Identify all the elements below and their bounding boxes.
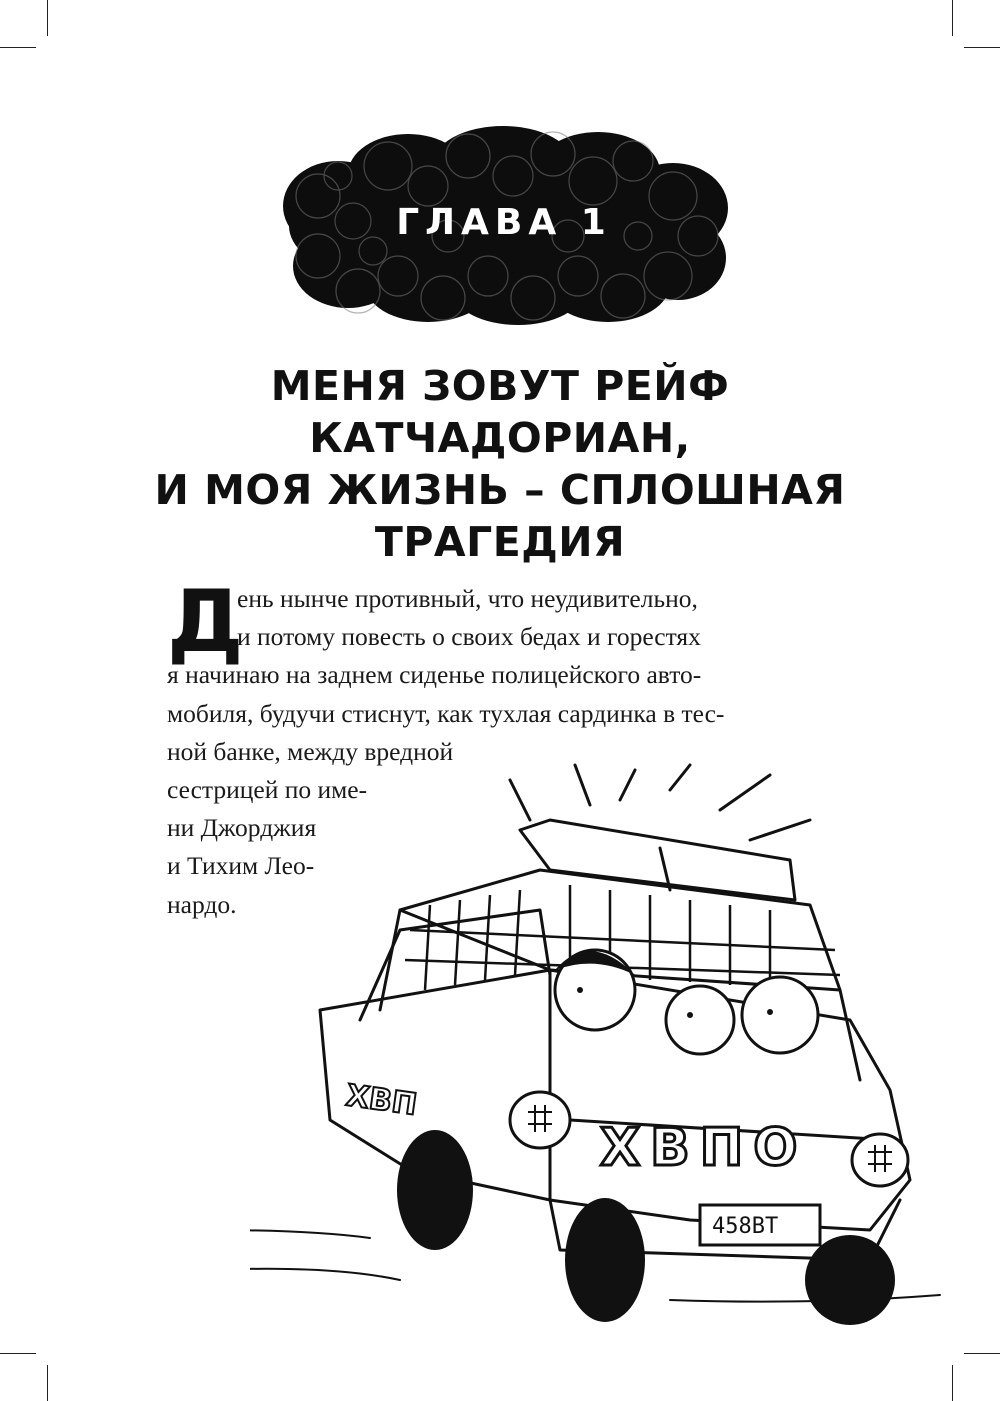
chapter-label: ГЛАВА 1 [396, 202, 612, 243]
crop-mark-top-left-v [47, 0, 48, 36]
crop-mark-top-right-v [952, 0, 953, 36]
text-line: сестрицей по име- [167, 774, 368, 804]
text-line: нардо. [167, 889, 237, 919]
chapter-title-line: И МОЯ ЖИЗНЬ – СПЛОШНАЯ [154, 466, 846, 514]
text-line: ни Джорджия [167, 813, 317, 843]
crop-mark-top-left-h [0, 47, 36, 48]
crop-mark-bottom-left-v [47, 1365, 48, 1401]
chapter-title-line: МЕНЯ ЗОВУТ РЕЙФ [270, 362, 730, 410]
crop-mark-top-right-h [964, 47, 1000, 48]
car-side-text: ХВП [343, 1078, 420, 1123]
chapter-badge [278, 126, 730, 326]
police-car-illustration [250, 760, 950, 1340]
drop-cap: Д [167, 572, 244, 672]
chapter-title-line: КАТЧАДОРИАН, [309, 414, 691, 462]
crop-mark-bottom-right-v [952, 1365, 953, 1401]
crop-mark-bottom-left-h [0, 1353, 36, 1354]
crop-mark-bottom-right-h [964, 1353, 1000, 1354]
text-line: мобиля, будучи стиснут, как тухлая сардинка в тес- [167, 698, 725, 728]
text-line: ень нынче противный, что неудивительно, [237, 584, 698, 613]
license-plate-text: 458ВТ [712, 1214, 779, 1239]
text-line: я начинаю на заднем сиденье полицейского авто- [167, 660, 702, 690]
car-rear-text: ХВПО [600, 1118, 808, 1178]
chapter-title-line: ТРАГЕДИЯ [374, 518, 626, 566]
text-line: и потому повесть о своих бедах и горестях [237, 622, 701, 652]
text-line: ной банке, между вредной [167, 736, 454, 766]
text-line: и Тихим Лео- [167, 851, 315, 881]
chapter-title [100, 360, 900, 568]
